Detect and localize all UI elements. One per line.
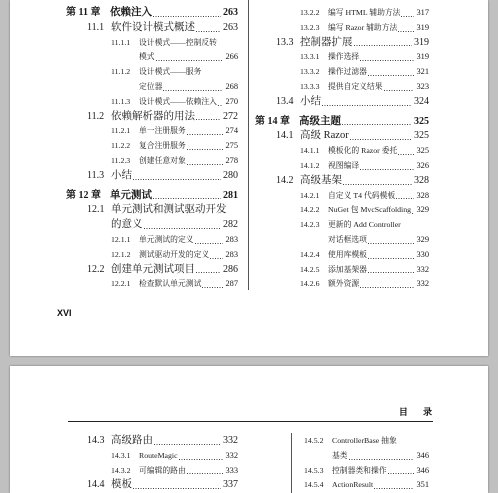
toc-section-row (66, 263, 238, 278)
entry-number: 12.2 (87, 263, 105, 275)
toc-column-left (66, 6, 238, 292)
dot-leader (187, 473, 224, 474)
entry-title: 高级主题 (299, 115, 341, 127)
toc-chapter-row (66, 6, 238, 21)
toc-section-row (255, 174, 429, 189)
dot-leader (195, 243, 224, 244)
page-number: 274 (225, 126, 238, 136)
dot-leader (187, 149, 224, 150)
dot-leader (398, 154, 414, 155)
entry-title: 复合注册服务 (139, 141, 186, 151)
entry-number: 11.3 (87, 169, 105, 181)
entry-title: 额外资源 (328, 279, 360, 289)
dot-leader (187, 164, 224, 165)
page-number: 351 (416, 480, 429, 490)
entry-number: 14.2.4 (300, 249, 320, 259)
entry-title: 编写 Razor 辅助方法 (328, 22, 398, 32)
entry-title: ActionResult (332, 480, 374, 490)
entry-title: 控制器扩展 (300, 36, 353, 48)
toc-subsection-row (255, 65, 429, 80)
page-number: 332 (225, 450, 238, 460)
page-number: 287 (225, 279, 238, 289)
toc-subsection-row (255, 248, 429, 263)
entry-number: 13.3.1 (300, 52, 320, 62)
toc-section-row (255, 129, 429, 144)
toc-column-left (66, 434, 238, 493)
page-number: 332 (416, 279, 429, 289)
page-number: 324 (414, 95, 429, 107)
page-number: 330 (416, 249, 429, 259)
page-number: 270 (225, 96, 238, 106)
dot-leader (218, 105, 223, 106)
entry-number: 14.2.3 (300, 220, 320, 230)
toc-subsection-row (255, 50, 429, 65)
page-number: 332 (223, 435, 238, 446)
toc-continuation-line (255, 233, 429, 248)
entry-title: 对话框选项 (328, 234, 367, 244)
entry-number: 14.3.2 (111, 465, 131, 475)
entry-number: 13.3.3 (300, 81, 320, 91)
toc-section-row (66, 434, 238, 449)
entry-title: 视图编译 (328, 160, 360, 170)
page-number: 283 (225, 234, 238, 244)
entry-number: 13.3.2 (300, 67, 320, 77)
entry-title: 创建任意对象 (139, 155, 186, 165)
toc-chapter-row (66, 189, 238, 204)
entry-number: 13.3 (276, 36, 294, 48)
page-number: 266 (225, 52, 238, 62)
toc-subsection-row (66, 95, 238, 110)
dot-leader (210, 258, 223, 259)
entry-title: 操作过滤器 (328, 67, 367, 77)
toc-subsection-row (66, 139, 238, 154)
entry-title: 设计模式——控制反转 (139, 37, 217, 47)
toc-subsection-row (66, 464, 238, 479)
entry-number: 14.5.4 (304, 480, 324, 490)
dot-leader (153, 16, 221, 17)
dot-leader (398, 31, 414, 32)
dot-leader (368, 272, 414, 273)
dot-leader (412, 213, 414, 214)
dot-leader (196, 31, 221, 32)
toc-subsection-row (66, 277, 238, 292)
toc-subsection-row (66, 154, 238, 169)
dot-leader (322, 105, 412, 106)
dot-leader (156, 60, 224, 61)
page-number: 317 (416, 8, 429, 17)
entry-number: 13.2.2 (300, 8, 320, 17)
toc-subsection-row (255, 21, 429, 36)
entry-title: 单元测试和测试驱动开发 (111, 204, 227, 216)
page-number: 321 (416, 67, 429, 77)
page-number: 283 (225, 249, 238, 259)
entry-number: 12.1 (87, 204, 105, 216)
dot-leader (163, 90, 223, 91)
dot-leader (401, 16, 414, 17)
toc-continuation-line (259, 449, 429, 464)
toc-subsection-row (255, 189, 429, 204)
page-number: 272 (223, 110, 238, 122)
page-number: 281 (223, 189, 238, 201)
page-number: 325 (414, 115, 429, 127)
page-number: 325 (414, 130, 429, 142)
entry-number: 12.2.1 (111, 279, 131, 289)
page-number: 337 (223, 479, 238, 491)
toc-subsection-row (255, 263, 429, 278)
dot-leader (360, 60, 414, 61)
entry-title: 小结 (111, 169, 132, 181)
entry-title: 模板化的 Razor 委托 (328, 146, 398, 156)
entry-title: 单元测试的定义 (139, 234, 194, 244)
entry-title: 可编辑的路由 (139, 465, 186, 475)
dot-leader (133, 488, 221, 489)
toc-subsection-row (66, 449, 238, 464)
entry-number: 11.1 (87, 21, 105, 33)
entry-number: 14.3 (87, 435, 105, 446)
toc-subsection-row (66, 248, 238, 263)
entry-number: 14.2 (276, 174, 294, 186)
entry-title: 创建单元测试项目 (111, 263, 195, 275)
toc-subsection-row (255, 144, 429, 159)
entry-number: 14.2.5 (300, 264, 320, 274)
entry-title: 使用库模板 (328, 249, 367, 259)
entry-number: 13.4 (276, 95, 294, 107)
page-number: 280 (223, 169, 238, 181)
entry-title: 操作选择 (328, 52, 360, 62)
book-page-toc-right (10, 366, 488, 493)
entry-number: 第 14 章 (255, 115, 290, 127)
dot-leader (384, 90, 415, 91)
dot-leader (388, 473, 415, 474)
toc-subsection-row (66, 65, 238, 80)
header-rule (68, 421, 433, 422)
toc-subsection-row (255, 6, 429, 21)
toc-subsection-row (255, 203, 429, 218)
entry-number: 14.1.2 (300, 160, 320, 170)
page-number: 263 (223, 7, 238, 18)
toc-subsection-row (66, 124, 238, 139)
entry-number: 11.1.2 (111, 67, 131, 77)
toc-section-row (66, 169, 238, 184)
page-number: 319 (414, 36, 429, 48)
entry-number: 12.1.1 (111, 234, 131, 244)
page-number: 326 (416, 160, 429, 170)
toc-subsection-row (259, 464, 429, 479)
page-number: 263 (223, 21, 238, 33)
dot-leader (374, 488, 414, 489)
entry-title: 控制器类和操作 (332, 465, 387, 475)
entry-title: 小结 (300, 95, 321, 107)
page-number: 275 (225, 141, 238, 151)
dot-leader (179, 459, 224, 460)
toc-subsection-row (66, 36, 238, 51)
toc-subsection-row (259, 434, 429, 449)
entry-title: 软件设计模式概述 (111, 21, 195, 33)
entry-title: 模板 (111, 479, 132, 491)
dot-leader (342, 124, 412, 125)
entry-number: 第 11 章 (66, 7, 101, 18)
page-number: 346 (416, 450, 429, 460)
page-number: 323 (416, 81, 429, 91)
entry-number: 11.2.2 (111, 141, 131, 151)
entry-number: 11.2 (87, 110, 105, 122)
entry-title: 测试驱动开发的定义 (139, 249, 210, 259)
entry-title: 基类 (332, 450, 348, 460)
dot-leader (144, 228, 222, 229)
toc-subsection-row (66, 233, 238, 248)
entry-number: 14.1 (276, 130, 294, 142)
entry-number: 11.2.1 (111, 126, 131, 136)
dot-leader (368, 243, 414, 244)
entry-number: 14.3.1 (111, 450, 131, 460)
dot-leader (343, 184, 412, 185)
toc-section-row (66, 203, 238, 218)
column-divider (248, 0, 249, 290)
entry-number: 13.2.3 (300, 22, 320, 32)
entry-title: NuGet 包 MvcScaffolding (328, 205, 412, 215)
entry-number: 14.2.6 (300, 279, 320, 289)
dot-leader (360, 287, 414, 288)
page-number: 332 (416, 264, 429, 274)
entry-number: 14.2.2 (300, 205, 320, 215)
dot-leader (153, 198, 221, 199)
entry-title: 高级路由 (111, 435, 153, 446)
entry-title: 设计模式——依赖注入 (139, 96, 217, 106)
toc-section-row (255, 95, 429, 110)
page-folio: XVI (57, 308, 72, 318)
toc-subsection-row (255, 218, 429, 233)
dot-leader (354, 45, 413, 46)
page-number: 329 (416, 205, 429, 215)
entry-title: 添加基架器 (328, 264, 367, 274)
dot-leader (196, 272, 221, 273)
entry-title: 设计模式——服务 (139, 67, 202, 77)
toc-chapter-row (255, 115, 429, 130)
entry-number: 14.4 (87, 479, 105, 491)
entry-title: ControllerBase 抽象 (332, 436, 397, 445)
toc-column-right (259, 434, 429, 493)
dot-leader (349, 459, 415, 460)
page-number: 333 (225, 465, 238, 475)
entry-number: 14.5.3 (304, 465, 324, 475)
page-number: 328 (414, 174, 429, 186)
entry-title: 模式 (139, 52, 155, 62)
page-number: 282 (223, 219, 238, 231)
book-page-toc-left (10, 0, 488, 356)
dot-leader (202, 287, 223, 288)
toc-section-row (66, 110, 238, 125)
entry-title: 依赖解析器的用法 (111, 110, 195, 122)
entry-title: RouteMagic (139, 450, 178, 460)
toc-continuation-line (66, 80, 238, 95)
entry-number: 14.1.1 (300, 146, 320, 156)
entry-title: 单元测试 (110, 189, 152, 201)
dot-leader (368, 258, 414, 259)
entry-number: 14.2.1 (300, 190, 320, 200)
entry-title: 提供自定义结果 (328, 81, 383, 91)
toc-continuation-line (66, 50, 238, 65)
toc-subsection-row (255, 277, 429, 292)
toc-continuation-line (66, 218, 238, 233)
entry-number: 11.1.3 (111, 96, 131, 106)
page-number: 319 (416, 52, 429, 62)
toc-section-row (66, 21, 238, 36)
page-number: 325 (416, 146, 429, 156)
dot-leader (154, 444, 221, 445)
dot-leader (396, 198, 414, 199)
toc-subsection-row (259, 478, 429, 493)
entry-title: 的意义 (111, 219, 143, 231)
page-number: 286 (223, 263, 238, 275)
toc-column-right (255, 6, 429, 292)
entry-title: 自定义 T4 代码模板 (328, 190, 396, 200)
page-number: 268 (225, 81, 238, 91)
page-number: 319 (416, 22, 429, 32)
dot-leader (196, 119, 221, 120)
page-number: 346 (416, 465, 429, 475)
entry-number: 14.5.2 (304, 436, 324, 445)
dot-leader (360, 169, 414, 170)
dot-leader (350, 139, 412, 140)
entry-title: 依赖注入 (110, 7, 152, 18)
entry-number: 第 12 章 (66, 189, 101, 201)
entry-title: 单一注册服务 (139, 126, 186, 136)
page-number: 278 (225, 155, 238, 165)
toc-section-row (255, 36, 429, 51)
entry-title: 高级基架 (300, 174, 342, 186)
entry-title: 高级 Razor (300, 130, 349, 142)
entry-title: 定位器 (139, 81, 163, 91)
page-number: 329 (416, 234, 429, 244)
toc-subsection-row (255, 159, 429, 174)
toc-section-row (66, 478, 238, 493)
entry-title: 检查默认单元测试 (139, 279, 202, 289)
dot-leader (187, 134, 224, 135)
entry-title: 编写 HTML 辅助方法 (328, 8, 401, 17)
running-header: 目 录 (398, 408, 432, 418)
toc-subsection-row (255, 80, 429, 95)
page-number: 328 (416, 190, 429, 200)
entry-title: 更新的 Add Controller (328, 220, 401, 230)
dot-leader (133, 179, 221, 180)
dot-leader (368, 75, 414, 76)
entry-number: 11.2.3 (111, 155, 131, 165)
entry-number: 12.1.2 (111, 249, 131, 259)
entry-number: 11.1.1 (111, 37, 131, 47)
